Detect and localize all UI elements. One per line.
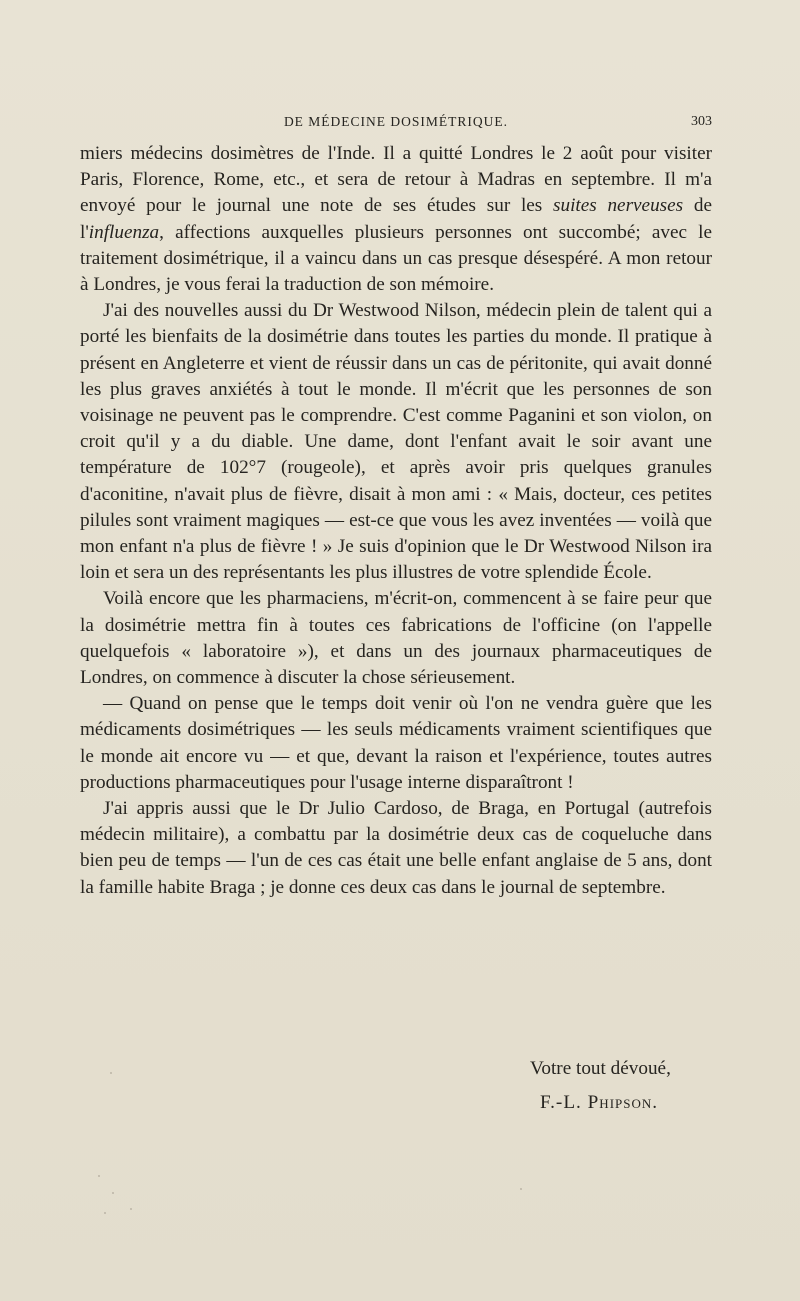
- paper-speck: [104, 1212, 106, 1214]
- paper-speck: [98, 1175, 100, 1177]
- running-head: [80, 110, 712, 134]
- paragraph-4: — Quand on pense que le temps doit venir où l'on ne vendra guère que les médicaments dosimétriques — les seuls médicaments vraiment scientifiques que le monde ait encore vu — et que, devant la raison et l'expérience, toutes autres productions pharmaceutiques pour l'usage interne disparaîtront !: [80, 693, 712, 793]
- paper-speck: [112, 1192, 114, 1194]
- running-title: DE MÉDECINE DOSIMÉTRIQUE.: [283, 114, 509, 129]
- closing: [80, 1052, 712, 1120]
- paragraph-1-italic-1: suites nerveuses: [553, 195, 684, 217]
- body-text: [80, 141, 712, 901]
- paragraph-2: J'ai des nouvelles aussi du Dr Westwood Nilson, médecin plein de talent qui a porté les bienfaits de la dosimétrie dans toutes les parties du monde. Il pratique à présent en Angleterre et vient de réussir dans un cas de péritonite, qui avait donné les plus graves anxiétés à tout le monde. Il m'écrit que les personnes de son voisinage ne peuvent pas le comprendre. C'est comme Paganini et son violon, on croit qu'il y a du diable. Une dame, dont l'enfant avait le soir avant une température de 102°7 (rougeole), et après avoir pris quelques granules d'aconitine, n'avait plus de fièvre, disait à mon ami : « Mais, docteur, ces petites pilules sont vraiment magiques — est-ce que vous les avez inventées — voilà que mon enfant n'a plus de fièvre ! » Je suis d'opinion que le Dr Westwood Nilson ira loin et sera un des représentants les plus illustres de votre splendide École.: [80, 300, 712, 584]
- paragraph-1-italic-2: influenza: [88, 221, 160, 243]
- paragraph-1-middle: de l': [80, 195, 712, 243]
- paper-speck: [110, 1072, 112, 1074]
- paragraph-3: Voilà encore que les pharmaciens, m'écrit-on, commencent à se faire peur que la dosimétrie mettra fin à toutes ces fabrications de l'officine (on l'appelle quelquefois « laboratoire »), et dans un des journaux pharmaceutiques de Londres, on commence à discuter la chose sérieusement.: [80, 588, 712, 689]
- signature: F.-L. Phipson.: [540, 1092, 659, 1113]
- paragraph-1: [80, 141, 712, 298]
- paragraph-1-start: miers médecins dosimètres de l'Inde. Il a quitté Londres le 2 août pour visiter Paris, Florence, Rome, etc., et sera de retour à Madras en septembre. Il m'a envoyé pour le journal une note de ses études sur les: [80, 143, 712, 217]
- paper-speck: [520, 1188, 522, 1190]
- paper-speck: [130, 1208, 132, 1210]
- page-number: 303: [691, 114, 712, 129]
- valediction: Votre tout dévoué,: [530, 1058, 671, 1079]
- paragraph-1-end: , affections auxquelles plusieurs personnes ont succombé; avec le traitement dosimétrique, il a vaincu dans un cas presque désespéré. A mon retour à Londres, je vous ferai la traduction de son mémoire.: [80, 221, 712, 296]
- paragraph-5: J'ai appris aussi que le Dr Julio Cardoso, de Braga, en Portugal (autrefois médecin militaire), a combattu par la dosimétrie deux cas de coqueluche dans bien peu de temps — l'un de ces cas était une belle enfant anglaise de 5 ans, dont la famille habite Braga ; je donne ces deux cas dans le journal de septembre.: [80, 798, 712, 898]
